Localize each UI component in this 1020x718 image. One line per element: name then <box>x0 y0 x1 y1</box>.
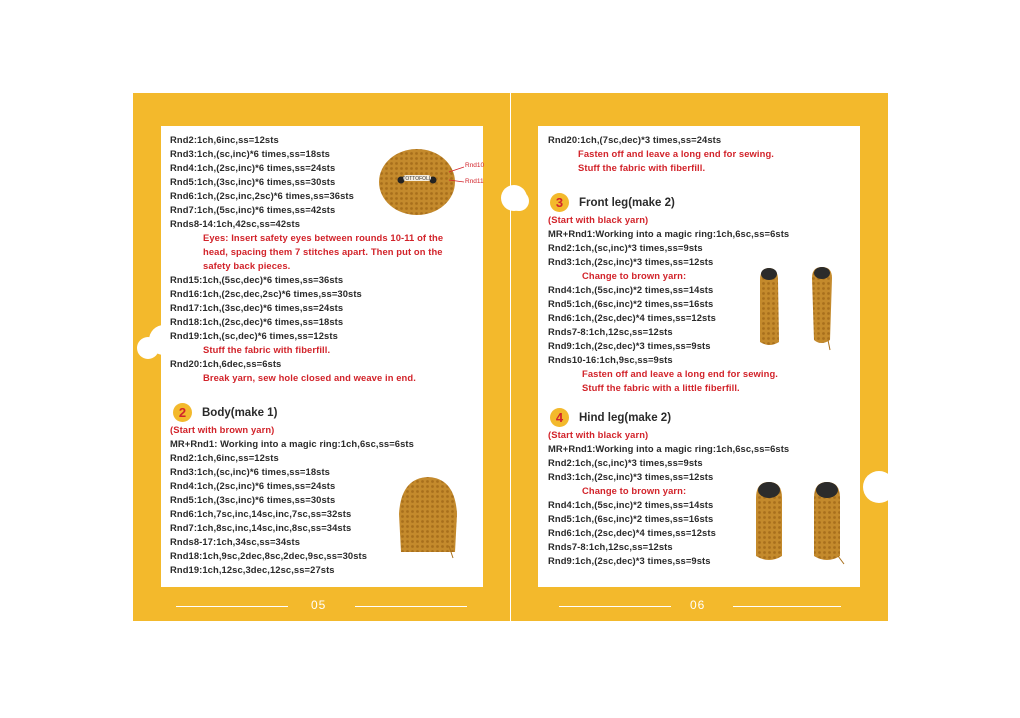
change-yarn-note: Change to brown yarn: <box>582 485 687 496</box>
pattern-line: Rnd18:1ch,(2sc,dec)*6 times,ss=18sts <box>170 316 344 327</box>
stuff-note: Stuff the fabric with a little fiberfill. <box>582 382 740 393</box>
right-page <box>511 93 888 621</box>
pattern-line: Rnd4:1ch,(5sc,inc)*2 times,ss=14sts <box>548 284 714 295</box>
rnd10-label: Rnd10 <box>465 162 485 169</box>
pattern-line: Rnd4:1ch,(5sc,inc)*2 times,ss=14sts <box>548 499 714 510</box>
break-note: Break yarn, sew hole closed and weave in end. <box>203 372 416 383</box>
pattern-line: Rnd15:1ch,(5sc,dec)*6 times,ss=36sts <box>170 274 344 285</box>
pattern-line: Rnd5:1ch,(6sc,inc)*2 times,ss=16sts <box>548 298 714 309</box>
pattern-line: Rnd6:1ch,(2sc,dec)*4 times,ss=12sts <box>548 312 716 323</box>
pattern-line: Rnd2:1ch,6inc,ss=12sts <box>170 134 279 145</box>
rnd11-label: Rnd11 <box>465 178 484 185</box>
pattern-line: MR+Rnd1:Working into a magic ring:1ch,6sc,ss=6sts <box>548 443 790 454</box>
section-title: Front leg(make 2) <box>579 196 675 209</box>
pattern-line: Rnd17:1ch,(3sc,dec)*6 times,ss=24sts <box>170 302 344 313</box>
pattern-line: Rnd6:1ch,(2sc,dec)*4 times,ss=12sts <box>548 527 716 538</box>
pattern-line: Rnd19:1ch,12sc,3dec,12sc,ss=27sts <box>170 564 335 575</box>
pattern-line: Rnd6:1ch,7sc,inc,14sc,inc,7sc,ss=32sts <box>170 508 352 519</box>
stuff-note: Stuff the fabric with fiberfill. <box>203 344 331 355</box>
page-number-left: 05 <box>311 598 327 612</box>
pattern-line: Rnd5:1ch,(3sc,inc)*6 times,ss=30sts <box>170 494 336 505</box>
pattern-line: Rnd4:1ch,(2sc,inc)*6 times,ss=24sts <box>170 480 336 491</box>
pattern-line: Rnd9:1ch,(2sc,dec)*3 times,ss=9sts <box>548 340 711 351</box>
crochet-head-image <box>379 146 489 226</box>
section-title: Body(make 1) <box>202 406 278 419</box>
pattern-line: Rnd7:1ch,(5sc,inc)*6 times,ss=42sts <box>170 204 336 215</box>
pattern-line: Rnd2:1ch,(sc,inc)*3 times,ss=9sts <box>548 457 703 468</box>
pattern-line: Rnd20:1ch,6dec,ss=6sts <box>170 358 282 369</box>
fasten-note: Fasten off and leave a long end for sewing. <box>582 368 778 379</box>
left-page <box>133 93 510 621</box>
pattern-line: Rnd16:1ch,(2sc,dec,2sc)*6 times,ss=30sts <box>170 288 362 299</box>
pattern-line: Rnd20:1ch,(7sc,dec)*3 times,ss=24sts <box>548 134 722 145</box>
body-section-header <box>173 403 277 422</box>
yarn-note: (Start with black yarn) <box>548 214 649 225</box>
left-content-panel <box>161 126 483 587</box>
pattern-line: MR+Rnd1: Working into a magic ring:1ch,6sc,ss=6sts <box>170 438 414 449</box>
front-leg-section-header <box>550 193 675 212</box>
pattern-line: Rnds8-17:1ch,34sc,ss=34sts <box>170 536 301 547</box>
eyes-note: safety back pieces. <box>203 260 291 271</box>
crochet-front-leg-image <box>756 266 840 350</box>
yarn-note: (Start with black yarn) <box>548 429 649 440</box>
pattern-line: Rnd4:1ch,(2sc,inc)*6 times,ss=24sts <box>170 162 336 173</box>
pattern-line: Rnds10-16:1ch,9sc,ss=9sts <box>548 354 673 365</box>
pattern-line: Rnds7-8:1ch,12sc,ss=12sts <box>548 541 673 552</box>
cloud-decoration-left-b <box>137 337 159 359</box>
section-number-badge: 3 <box>550 193 569 212</box>
yarn-note: (Start with brown yarn) <box>170 424 275 435</box>
hind-leg-section-header <box>550 408 671 427</box>
footer-line-right <box>733 606 841 607</box>
crochet-body-image <box>395 474 461 558</box>
pattern-line: Rnd3:1ch,(sc,inc)*6 times,ss=18sts <box>170 148 330 159</box>
pattern-line: Rnd9:1ch,(2sc,dec)*3 times,ss=9sts <box>548 555 711 566</box>
pattern-line: Rnd2:1ch,(sc,inc)*3 times,ss=9sts <box>548 242 703 253</box>
head-face-text: TOTTOFOLL <box>402 176 432 182</box>
cloud-decoration-right-b <box>509 191 529 211</box>
pattern-line: Rnd5:1ch,(6sc,inc)*2 times,ss=16sts <box>548 513 714 524</box>
pattern-line: Rnd6:1ch,(2sc,inc,2sc)*6 times,ss=36sts <box>170 190 354 201</box>
pattern-line: Rnd2:1ch,6inc,ss=12sts <box>170 452 279 463</box>
stuff-note: Stuff the fabric with fiberfill. <box>578 162 706 173</box>
pattern-line: Rnds7-8:1ch,12sc,ss=12sts <box>548 326 673 337</box>
section-title: Hind leg(make 2) <box>579 411 672 424</box>
pattern-line: Rnd3:1ch,(2sc,inc)*3 times,ss=12sts <box>548 256 714 267</box>
pattern-line: MR+Rnd1:Working into a magic ring:1ch,6sc,ss=6sts <box>548 228 790 239</box>
pattern-line: Rnds8-14:1ch,42sc,ss=42sts <box>170 218 301 229</box>
eyes-note: head, spacing them 7 stitches apart. Then put on the <box>203 246 443 257</box>
pattern-line: Rnd3:1ch,(2sc,inc)*3 times,ss=12sts <box>548 471 714 482</box>
crochet-hind-leg-image <box>752 480 848 566</box>
footer-line-left <box>176 606 288 607</box>
pattern-line: Rnd3:1ch,(sc,inc)*6 times,ss=18sts <box>170 466 330 477</box>
footer-line-left <box>559 606 671 607</box>
section-number-badge: 4 <box>550 408 569 427</box>
pattern-line: Rnd5:1ch,(3sc,inc)*6 times,ss=30sts <box>170 176 336 187</box>
change-yarn-note: Change to brown yarn: <box>582 270 687 281</box>
footer-line-right <box>355 606 467 607</box>
pattern-line: Rnd18:1ch,9sc,2dec,8sc,2dec,9sc,ss=30sts <box>170 550 368 561</box>
eyes-note: Eyes: Insert safety eyes between rounds 10-11 of the <box>203 232 444 243</box>
pattern-line: Rnd7:1ch,8sc,inc,14sc,inc,8sc,ss=34sts <box>170 522 352 533</box>
fasten-note: Fasten off and leave a long end for sewing. <box>578 148 774 159</box>
cloud-decoration-right-c <box>863 471 895 503</box>
page-number-right: 06 <box>690 598 706 612</box>
section-number-badge: 2 <box>173 403 192 422</box>
right-content-panel <box>538 126 860 587</box>
pattern-line: Rnd19:1ch,(sc,dec)*6 times,ss=12sts <box>170 330 338 341</box>
